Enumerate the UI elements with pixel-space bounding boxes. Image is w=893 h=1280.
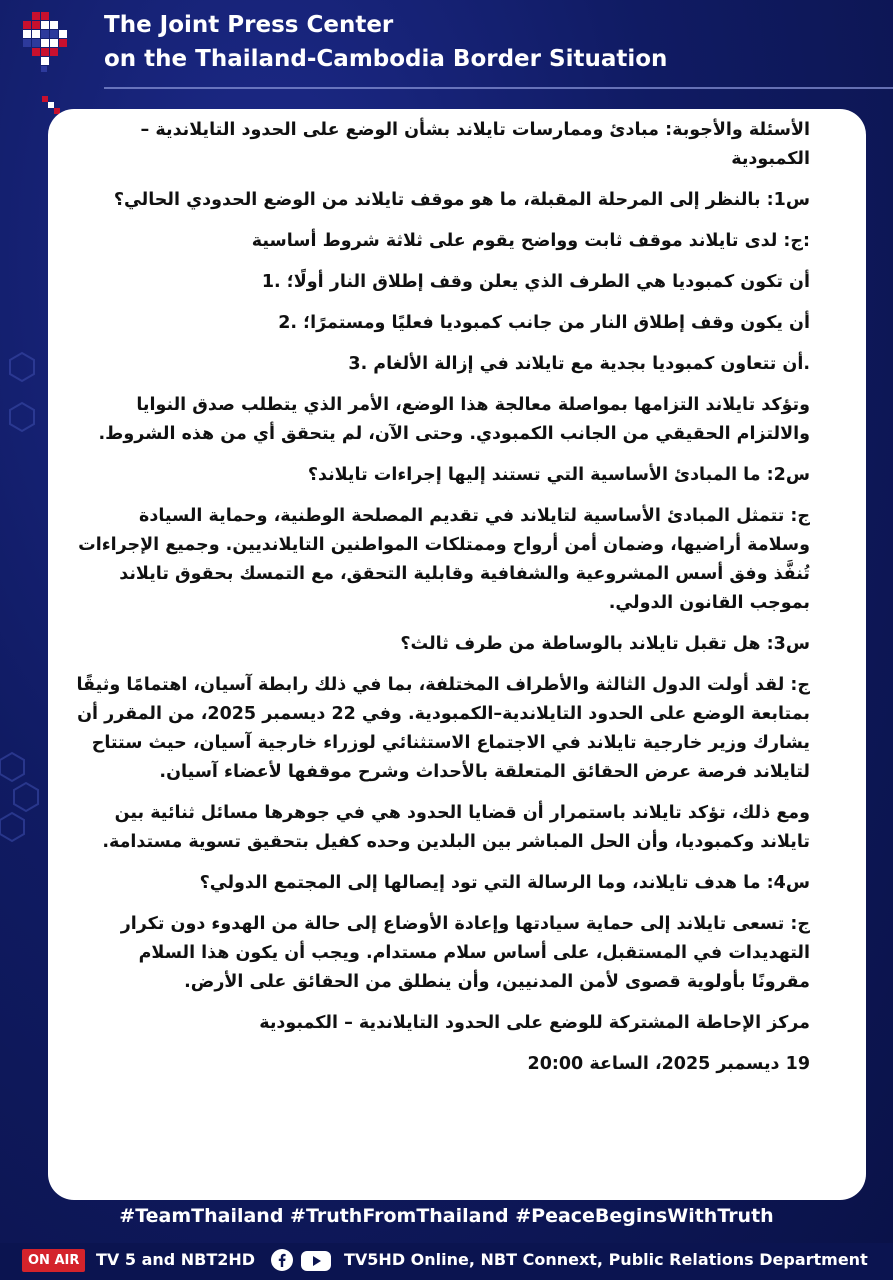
header: [0, 0, 893, 95]
answer-1-condition-2: أن يكون وقف إطلاق النار من جانب كمبوديا فعليًا ومستمرًا؛ .2: [278, 313, 810, 333]
answer-1-intro: :ج: لدى تايلاند موقف ثابت وواضح يقوم على ثلاثة شروط أساسية: [251, 231, 810, 251]
answer-3-paragraph-2: ومع ذلك، تؤكد تايلاند باستمرار أن قضايا الحدود هي في جوهرها مسائل ثنائية بين تايلاند وكمبوديا، وأن الحل المباشر بين البلدين وحده كفيل بتحقيق تسوية مستدامة.: [102, 803, 810, 852]
youtube-icon: [300, 1250, 332, 1272]
answer-1-paragraph-2: وتؤكد تايلاند التزامها بمواصلة معالجة هذا الوضع، الأمر الذي يتطلب صدق النوايا والالتزام الحقيقي من الجانب الكمبودي. وحتى الآن، لم يتحقق أي من هذه الشروط.: [98, 395, 810, 444]
tv-channels-label: TV 5 and NBT2HD: [96, 1250, 256, 1269]
question-3: س3: هل تقبل تايلاند بالوساطة من طرف ثالث؟: [400, 634, 810, 654]
facebook-icon: [270, 1248, 294, 1272]
answer-3-paragraph-1: ج: لقد أولت الدول الثالثة والأطراف المختلفة، بما في ذلك رابطة آسيان، اهتمامًا وثيقًا بمتابعة الوضع على الحدود التايلاندية–الكمبودية. وفي 22 ديسمبر 2025، من المقرر أن يشارك وزير خارجية تايلاند في الاجتماع الاستثنائي لوزراء خارجية آسيان، حيث ستتاح لتايلاند فرصة عرض الحقائق المتعلقة بالأحداث وشرح موقفها لأعضاء آسيان.: [76, 675, 810, 782]
answer-2: ج: تتمثل المبادئ الأساسية لتايلاند في تقديم المصلحة الوطنية، وحماية السيادة وسلامة أراضيها، وضمان أمن أرواح وممتلكات المواطنين التايلانديين. وجميع الإجراءات تُنفَّذ وفق أسس المشروعية والشفافية وقابلية التحقق، مع التمسك بحقوق تايلاند بموجب القانون الدولي.: [78, 506, 810, 613]
hashtags: #TeamThailand #TruthFromThailand #PeaceBeginsWithTruth: [119, 1205, 774, 1227]
date-line: 19 ديسمبر 2025، الساعة 20:00: [527, 1054, 810, 1074]
signature: مركز الإحاطة المشتركة للوضع على الحدود التايلاندية – الكمبودية: [259, 1013, 810, 1033]
header-title-line2: on the Thailand-Cambodia Border Situation: [104, 46, 668, 72]
answer-1-condition-1: أن تكون كمبوديا هي الطرف الذي يعلن وقف إطلاق النار أولًا؛ .1: [261, 272, 810, 292]
answer-1-condition-3: .أن تتعاون كمبوديا بجدية مع تايلاند في إزالة الألغام .3: [348, 354, 810, 374]
footer-bar: [0, 1243, 893, 1280]
question-2: س2: ما المبادئ الأساسية التي تستند إليها إجراءات تايلاند؟: [307, 465, 810, 485]
thailand-map-logo-icon: [18, 8, 78, 118]
question-1: س1: بالنظر إلى المرحلة المقبلة، ما هو موقف تايلاند من الوضع الحدودي الحالي؟: [113, 190, 810, 210]
online-channels-label: TV5HD Online, NBT Connext, Public Relations Department: [344, 1250, 868, 1269]
question-4: س4: ما هدف تايلاند، وما الرسالة التي تود إيصالها إلى المجتمع الدولي؟: [199, 873, 810, 893]
article-title: الأسئلة والأجوبة: مبادئ وممارسات تايلاند بشأن الوضع على الحدود التايلاندية – الكمبودية: [140, 120, 810, 169]
hexagon-pattern-decoration: [0, 120, 50, 970]
header-title-line1: The Joint Press Center: [104, 12, 394, 38]
header-divider: [104, 87, 893, 89]
on-air-badge: ON AIR: [22, 1249, 85, 1272]
article-body: [76, 116, 810, 1091]
answer-4: ج: تسعى تايلاند إلى حماية سيادتها وإعادة الأوضاع إلى حالة من الهدوء دون تكرار التهديدات في المستقبل، على أساس سلام مستدام. ويجب أن يكون هذا السلام مقرونًا بأولوية قصوى لأمن المدنيين، وأن ينطلق من الحقائق على الأرض.: [120, 914, 810, 992]
